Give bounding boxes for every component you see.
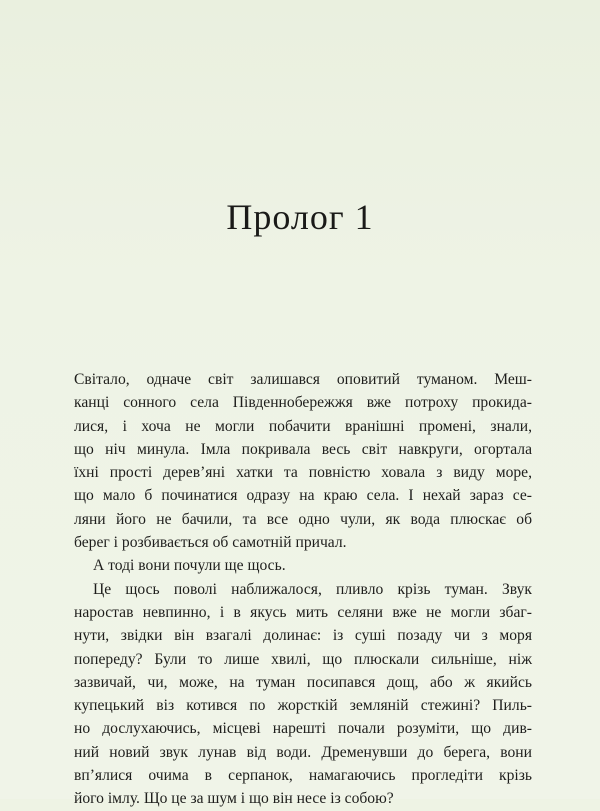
text-line: Світало, одначе світ залишався оповитий туманом. Меш- bbox=[74, 371, 532, 388]
text-line: берег і розбивається об самотній причал. bbox=[74, 534, 347, 552]
chapter-title: Пролог 1 bbox=[226, 197, 374, 237]
text-line: наростав невпинно, і в якусь мить селяни вже не могли збаг- bbox=[74, 603, 532, 621]
text-line: А тоді вони почули ще щось. bbox=[93, 557, 286, 575]
text-line: канці сонного села Південнобережжя вже потроху прокида- bbox=[74, 394, 532, 412]
text-line: попереду? Були то лише хвилі, що плюскали сильніше, ніж bbox=[74, 650, 532, 668]
text-line: но дослухаючись, місцеві нарешті почали розуміти, що див- bbox=[74, 720, 532, 738]
text-line: ляни його не бачили, та все одно чули, як вода плюскає об bbox=[74, 510, 532, 528]
text-line: ний новий звук лунав від води. Дременувши до берега, вони bbox=[74, 743, 532, 761]
text-line: що мало б починатися одразу на краю села. І нехай зараз се- bbox=[74, 487, 532, 505]
text-line: купецький віз котився по жорсткій земляній стежині? Пиль- bbox=[74, 697, 532, 715]
text-line: що ніч минула. Імла покривала весь світ навкруги, огортала bbox=[74, 440, 532, 458]
text-line: зазвичай, чи, може, на туман посипався дощ, або ж якийсь bbox=[74, 673, 532, 691]
body-text bbox=[74, 368, 532, 811]
text-line: їхні прості дерев’яні хатки та повністю ховала з виду море, bbox=[74, 464, 532, 482]
text-line: лися, і хоча не могли побачити вранішні промені, знали, bbox=[74, 417, 532, 435]
text-line: його імлу. Що це за шум і що він несе із собою? bbox=[74, 790, 394, 808]
text-line: нути, звідки він взагалі долинає: із суші позаду чи з моря bbox=[74, 627, 532, 645]
text-line: вп’ялися очима в серпанок, намагаючись прогледіти крізь bbox=[74, 767, 532, 785]
text-line: Це щось поволі наближалося, пливло крізь туман. Звук bbox=[93, 580, 532, 598]
